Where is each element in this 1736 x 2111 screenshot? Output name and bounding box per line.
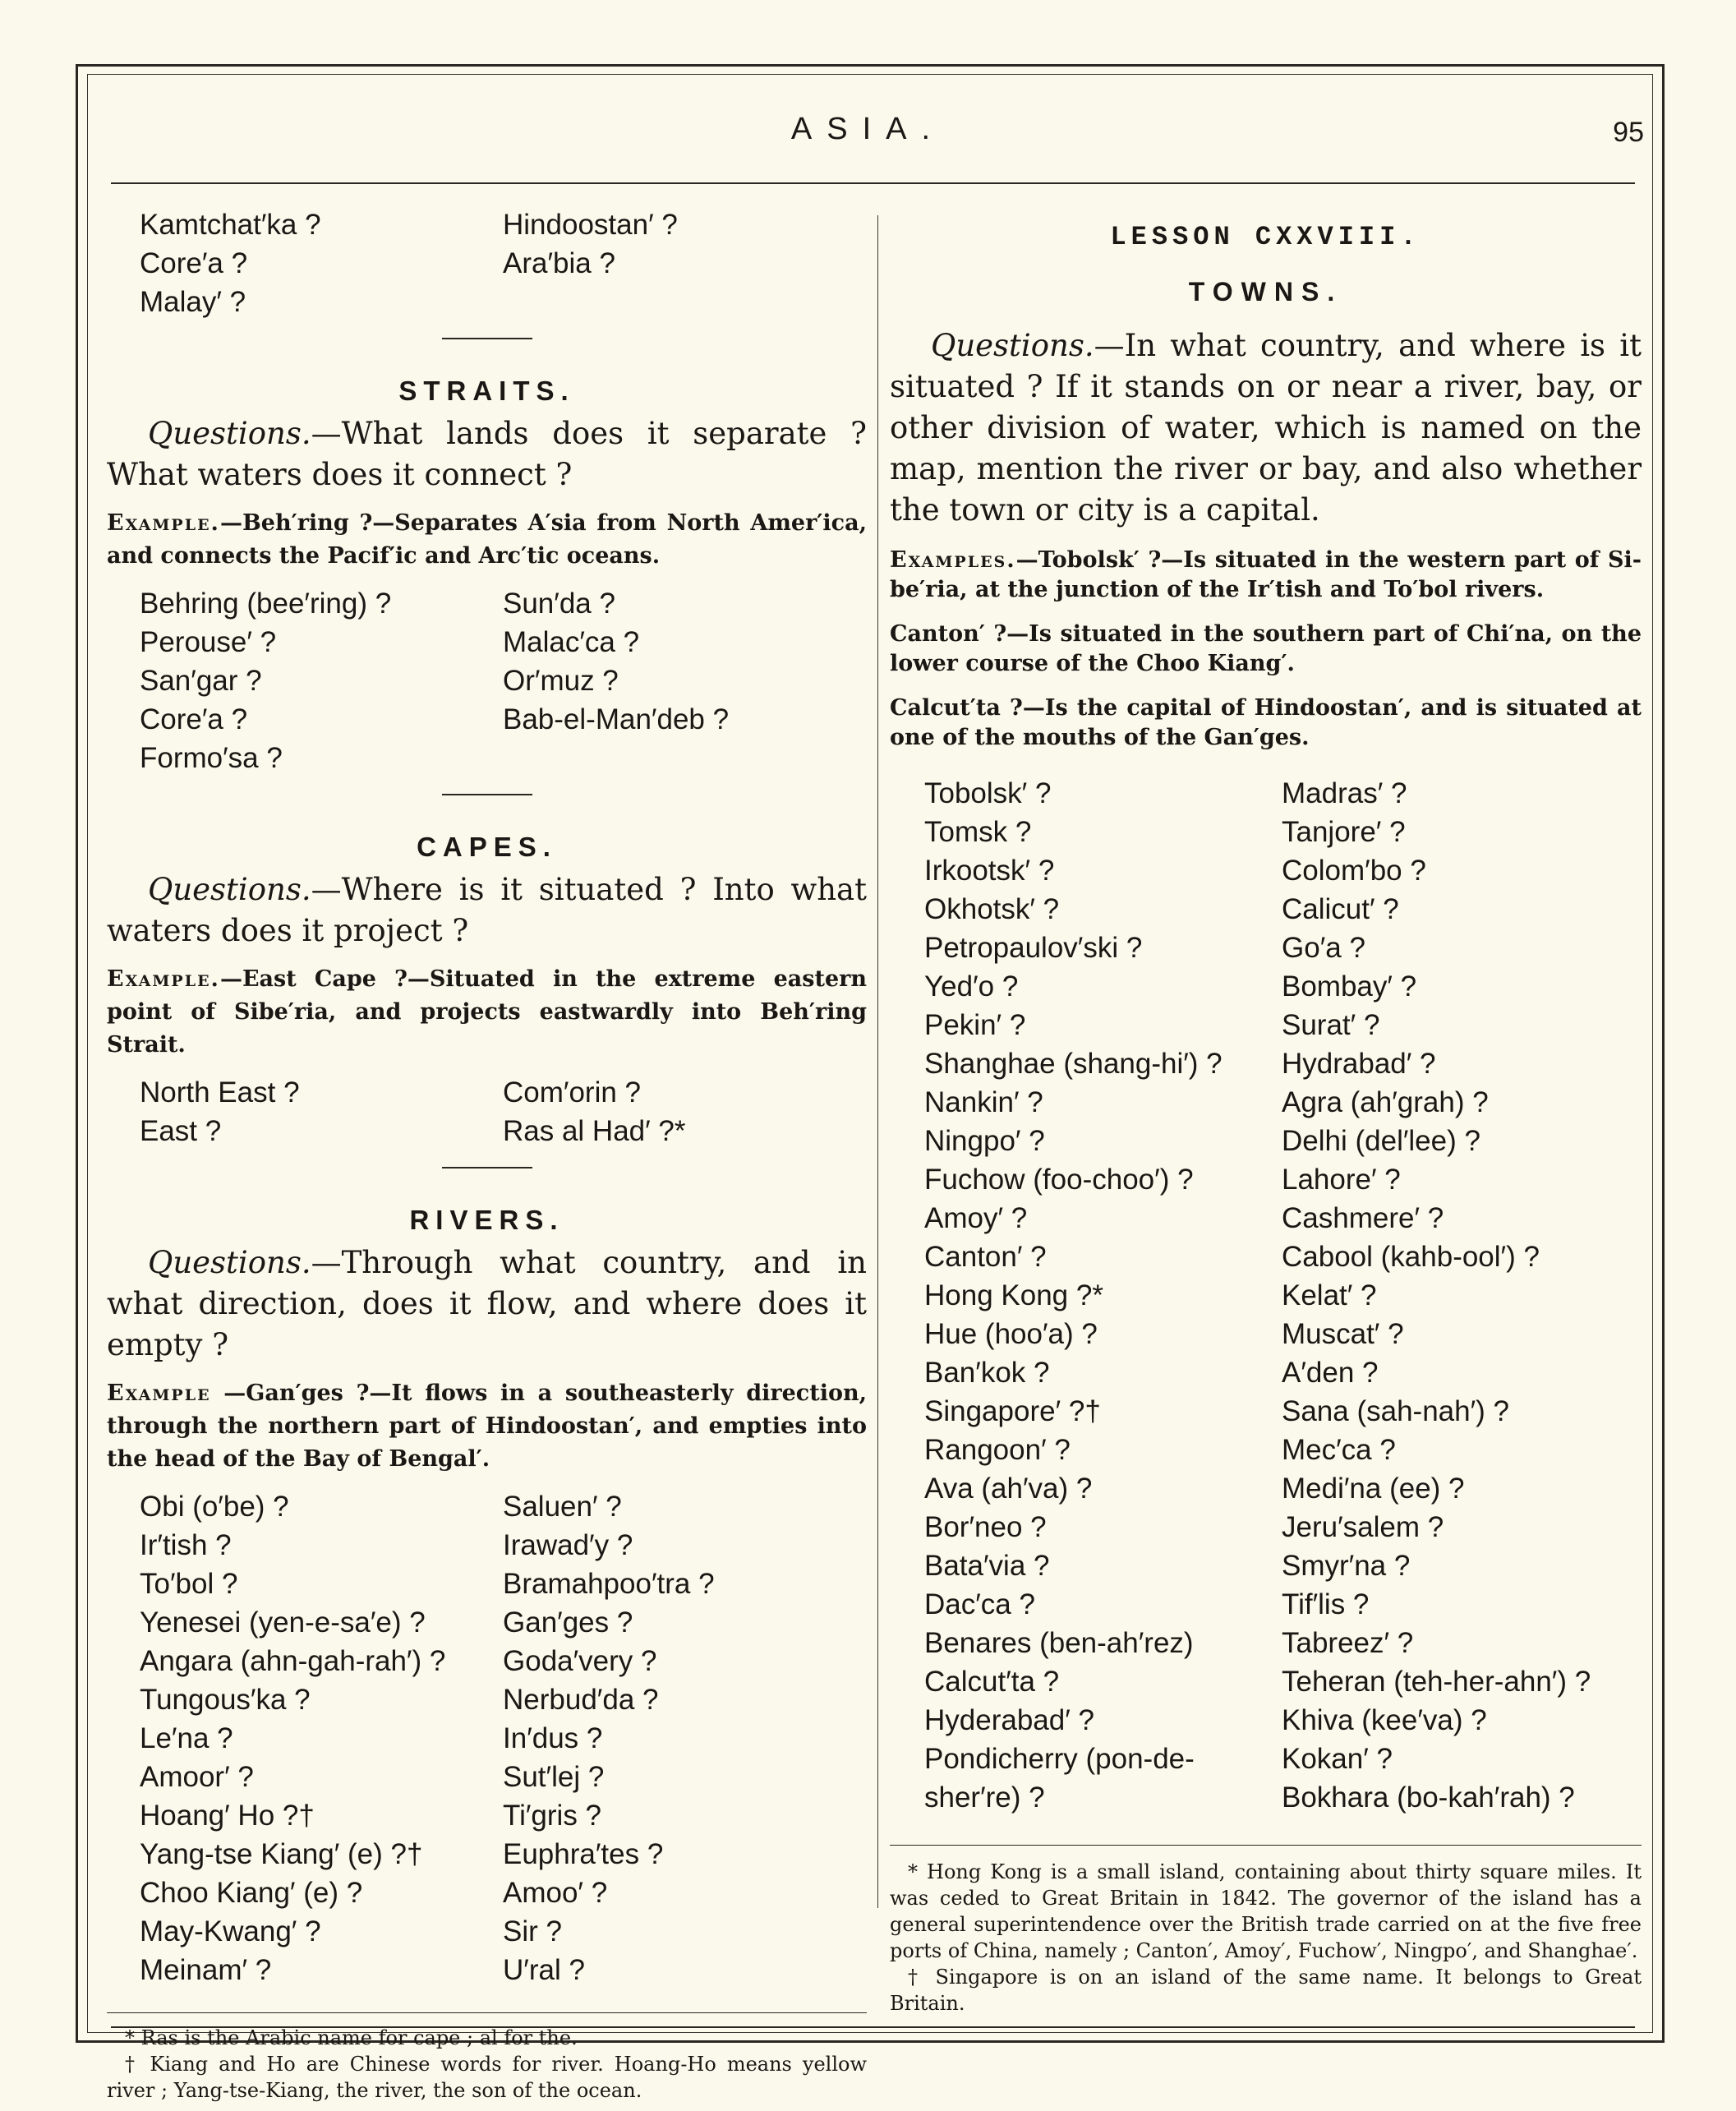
list-item: Medi′na (ee) ? [1282, 1473, 1465, 1505]
left-column [107, 205, 867, 2104]
list-item: Choo Kiang′ (e) ? [140, 1877, 363, 1909]
list-item: Calicut′ ? [1282, 893, 1399, 925]
page-header [0, 105, 1736, 154]
list-item: Tanjore′ ? [1282, 816, 1406, 848]
list-item: U′ral ? [503, 1954, 585, 1986]
list-item [503, 283, 867, 321]
example-lead: Example. [107, 510, 220, 536]
questions-label: Questions. [931, 328, 1094, 363]
list-item: Ras al Had′ ?* [503, 1115, 686, 1147]
list-item: Formo′sa ? [140, 742, 283, 774]
list-item: Ara′bia ? [503, 247, 615, 279]
list-item: Nerbud′da ? [503, 1684, 659, 1716]
list-item: Nankin′ ? [924, 1086, 1043, 1118]
list-item: Canton′ ? [924, 1241, 1047, 1273]
list-item: Kokan′ ? [1282, 1743, 1393, 1775]
list-item: Cabool (kahb-ool′) ? [1282, 1241, 1540, 1273]
towns-example [890, 620, 1642, 679]
list-item: Angara (ahn-gah-rah′) ? [140, 1645, 446, 1677]
list-item: Amoor′ ? [140, 1761, 254, 1793]
straits-questions [107, 413, 867, 495]
list-item: Smyr′na ? [1282, 1550, 1411, 1582]
list-item: Amoy′ ? [924, 1202, 1028, 1234]
list-item: Amoo′ ? [503, 1877, 608, 1909]
list-item: Ban′kok ? [924, 1357, 1050, 1389]
list-item: Kelat′ ? [1282, 1279, 1377, 1311]
right-column [890, 205, 1642, 2017]
list-item: Hong Kong ?* [924, 1279, 1103, 1311]
list-item: Sana (sah-nah′) ? [1282, 1395, 1510, 1427]
capes-title: CAPES. [417, 832, 557, 862]
list-item: Yang-tse Kiang′ (e) ?† [140, 1838, 423, 1870]
questions-text: —Through what country, and in what direction, does it flow, and where does it empty ? [107, 1245, 867, 1362]
questions-text: —Where is it situated ? Into what waters does it project ? [107, 872, 867, 948]
list-item: Tif′lis ? [1282, 1588, 1370, 1620]
list-item: Delhi (del′lee) ? [1282, 1125, 1480, 1157]
list-item: A′den ? [1282, 1357, 1379, 1389]
section-rule [442, 338, 532, 339]
footnote: * Ras is the Arabic name for cape ; al for the. [125, 2026, 578, 2049]
questions-label: Questions. [148, 872, 311, 907]
list-item: sher′re) ? [924, 1781, 1045, 1814]
list-item: Jeru′salem ? [1282, 1511, 1444, 1543]
list-item: Le′na ? [140, 1722, 233, 1754]
list-item: Fuchow (foo-choo′) ? [924, 1164, 1194, 1196]
list-item: Irkootsk′ ? [924, 855, 1055, 887]
list-item: Cashmere′ ? [1282, 1202, 1444, 1234]
list-item: Core′a ? [140, 247, 248, 279]
list-item: Tungous′ka ? [140, 1684, 311, 1716]
list-item: Kamtchat′ka ? [140, 209, 321, 241]
list-item: To′bol ? [140, 1568, 238, 1600]
questions-label: Questions. [148, 416, 311, 451]
list-item: Lahore′ ? [1282, 1164, 1401, 1196]
towns-questions [890, 325, 1642, 531]
bottom-rule [111, 2026, 1635, 2028]
list-item: May-Kwang′ ? [140, 1915, 321, 1947]
example-text: —Gan′ges ?—It flows in a southeasterly direction, through the northern part of Hindoostan′, and empties into the head of the Bay of Bengal′. [107, 1380, 867, 1472]
example-text: —Tobolsk′ ?—Is situated in the western part of Si-be′ria, at the junction of the Ir′tish and To′bol rivers. [890, 547, 1642, 602]
lesson-heading: LESSON CXXVIII. [1110, 222, 1421, 252]
example-text: Canton′ ?—Is situated in the southern part of Chi′na, on the lower course of the Choo Kiang′. [890, 621, 1642, 676]
footnote: † Kiang and Ho are Chinese words for river. Hoang-Ho means yellow river ; Yang-tse-Kiang, the river, the son of the ocean. [107, 2053, 867, 2102]
example-lead: Examples. [890, 547, 1016, 573]
example-text: —Beh′ring ?—Separates A′sia from North Amer′ica, and connects the Pacif′ic and Arc′tic oceans. [107, 510, 867, 569]
list-item: Benares (ben-ah′rez) [924, 1627, 1194, 1659]
list-item: Dac′ca ? [924, 1588, 1035, 1620]
list-item: Hyderabad′ ? [924, 1704, 1094, 1736]
list-item: Okhotsk′ ? [924, 893, 1060, 925]
rivers-title: RIVERS. [409, 1205, 564, 1235]
rivers-example [107, 1377, 867, 1476]
list-item: Teheran (teh-her-ahn′) ? [1282, 1666, 1591, 1698]
list-item: Malay′ ? [140, 286, 246, 318]
list-item: San′gar ? [140, 665, 262, 697]
list-item: Sir ? [503, 1915, 562, 1947]
rivers-list [107, 1487, 867, 1989]
list-item: In′dus ? [503, 1722, 603, 1754]
example-text: Calcut′ta ?—Is the capital of Hindoostan′, and is situated at one of the mouths of the Gan′ges. [890, 695, 1642, 750]
list-item: Yed′o ? [924, 970, 1019, 1002]
list-item: Sun′da ? [503, 588, 615, 620]
list-item: Hindoostan′ ? [503, 209, 678, 241]
list-item: Meinam′ ? [140, 1954, 272, 1986]
list-item: Khiva (kee′va) ? [1282, 1704, 1487, 1736]
list-item: Mec′ca ? [1282, 1434, 1396, 1466]
footnote-rule [107, 2012, 867, 2013]
page-number: 95 [1613, 117, 1644, 148]
list-item: Colom′bo ? [1282, 855, 1426, 887]
list-item: Ir′tish ? [140, 1529, 232, 1561]
straits-title: STRAITS. [398, 376, 575, 406]
list-item: Bata′via ? [924, 1550, 1050, 1582]
section-rule [442, 794, 532, 795]
list-item: Sut′lej ? [503, 1761, 605, 1793]
countries-list [107, 205, 867, 321]
column-divider [877, 215, 878, 1908]
list-item: Shanghae (shang-hi′) ? [924, 1048, 1223, 1080]
list-item: Calcut′ta ? [924, 1666, 1060, 1698]
list-item: Pondicherry (pon-de- [924, 1743, 1195, 1775]
list-item: Core′a ? [140, 703, 248, 735]
list-item: Tomsk ? [924, 816, 1032, 848]
list-item: Hoang′ Ho ?† [140, 1800, 315, 1832]
list-item: Euphra′tes ? [503, 1838, 664, 1870]
footnote: * Hong Kong is a small island, containing about thirty square miles. It was ceded to Great Britain in 1842. The governor of the island has a general superintendence over the British trade carried on at the five free ports of China, namely ; Canton′, Amoy′, Fuchow′, Ningpo′, and Shanghae′. [890, 1860, 1642, 1962]
left-footnotes [107, 2025, 867, 2104]
list-item: Pekin′ ? [924, 1009, 1026, 1041]
list-item: Agra (ah′grah) ? [1282, 1086, 1489, 1118]
rivers-questions [107, 1242, 867, 1366]
capes-list [107, 1073, 867, 1150]
list-item [503, 739, 867, 777]
list-item: Saluen′ ? [503, 1491, 622, 1523]
list-item: North East ? [140, 1076, 300, 1109]
footnote: † Singapore is on an island of the same name. It belongs to Great Britain. [890, 1966, 1642, 2015]
list-item: Behring (bee′ring) ? [140, 588, 392, 620]
section-rule [442, 1167, 532, 1168]
list-item: Madras′ ? [1282, 777, 1407, 809]
list-item: Bombay′ ? [1282, 970, 1417, 1002]
right-footnotes [890, 1845, 1642, 2017]
towns-list [890, 774, 1642, 1817]
questions-label: Questions. [148, 1245, 311, 1280]
header-rule [111, 182, 1635, 184]
list-item: Petropaulov′ski ? [924, 932, 1143, 964]
straits-example [107, 507, 867, 573]
list-item: East ? [140, 1115, 222, 1147]
list-item: Hydrabad′ ? [1282, 1048, 1436, 1080]
example-lead: Example. [107, 966, 220, 992]
list-item: Com′orin ? [503, 1076, 642, 1109]
list-item: Perouse′ ? [140, 626, 277, 658]
list-item: Ti′gris ? [503, 1800, 602, 1832]
list-item: Singapore′ ?† [924, 1395, 1101, 1427]
list-item: Bokhara (bo-kah′rah) ? [1282, 1781, 1575, 1814]
list-item: Yenesei (yen-e-sa′e) ? [140, 1606, 426, 1639]
capes-example [107, 963, 867, 1062]
questions-text: —In what country, and where is it situated ? If it stands on or near a river, bay, or other division of water, which is named on the map, mention the river or bay, and also whether the town or city is a capital. [890, 328, 1642, 528]
list-item: Obi (o′be) ? [140, 1491, 289, 1523]
list-item: Irawad′y ? [503, 1529, 633, 1561]
towns-example [890, 694, 1642, 753]
list-item: Ningpo′ ? [924, 1125, 1045, 1157]
list-item: Tobolsk′ ? [924, 777, 1052, 809]
list-item: Bramahpoo′tra ? [503, 1568, 715, 1600]
towns-title: TOWNS. [1188, 277, 1343, 307]
list-item: Goda′very ? [503, 1645, 657, 1677]
example-text: —East Cape ?—Situated in the extreme eastern point of Sibe′ria, and projects eastwardly into Beh′ring Strait. [107, 966, 867, 1058]
list-item: Surat′ ? [1282, 1009, 1380, 1041]
list-item: Malac′ca ? [503, 626, 640, 658]
list-item: Ava (ah′va) ? [924, 1473, 1093, 1505]
list-item: Muscat′ ? [1282, 1318, 1404, 1350]
list-item: Or′muz ? [503, 665, 619, 697]
straits-list [107, 584, 867, 777]
list-item: Bab-el-Man′deb ? [503, 703, 730, 735]
list-item: Hue (hoo′a) ? [924, 1318, 1098, 1350]
example-lead: Example [107, 1380, 211, 1406]
list-item: Tabreez′ ? [1282, 1627, 1414, 1659]
list-item: Go′a ? [1282, 932, 1365, 964]
list-item: Gan′ges ? [503, 1606, 633, 1639]
running-title: ASIA. [790, 112, 946, 146]
towns-examples [890, 546, 1642, 753]
capes-questions [107, 869, 867, 952]
list-item: Bor′neo ? [924, 1511, 1047, 1543]
list-item: Rangoon′ ? [924, 1434, 1071, 1466]
questions-text: —What lands does it separate ? What waters does it connect ? [107, 416, 867, 492]
towns-example [890, 546, 1642, 605]
